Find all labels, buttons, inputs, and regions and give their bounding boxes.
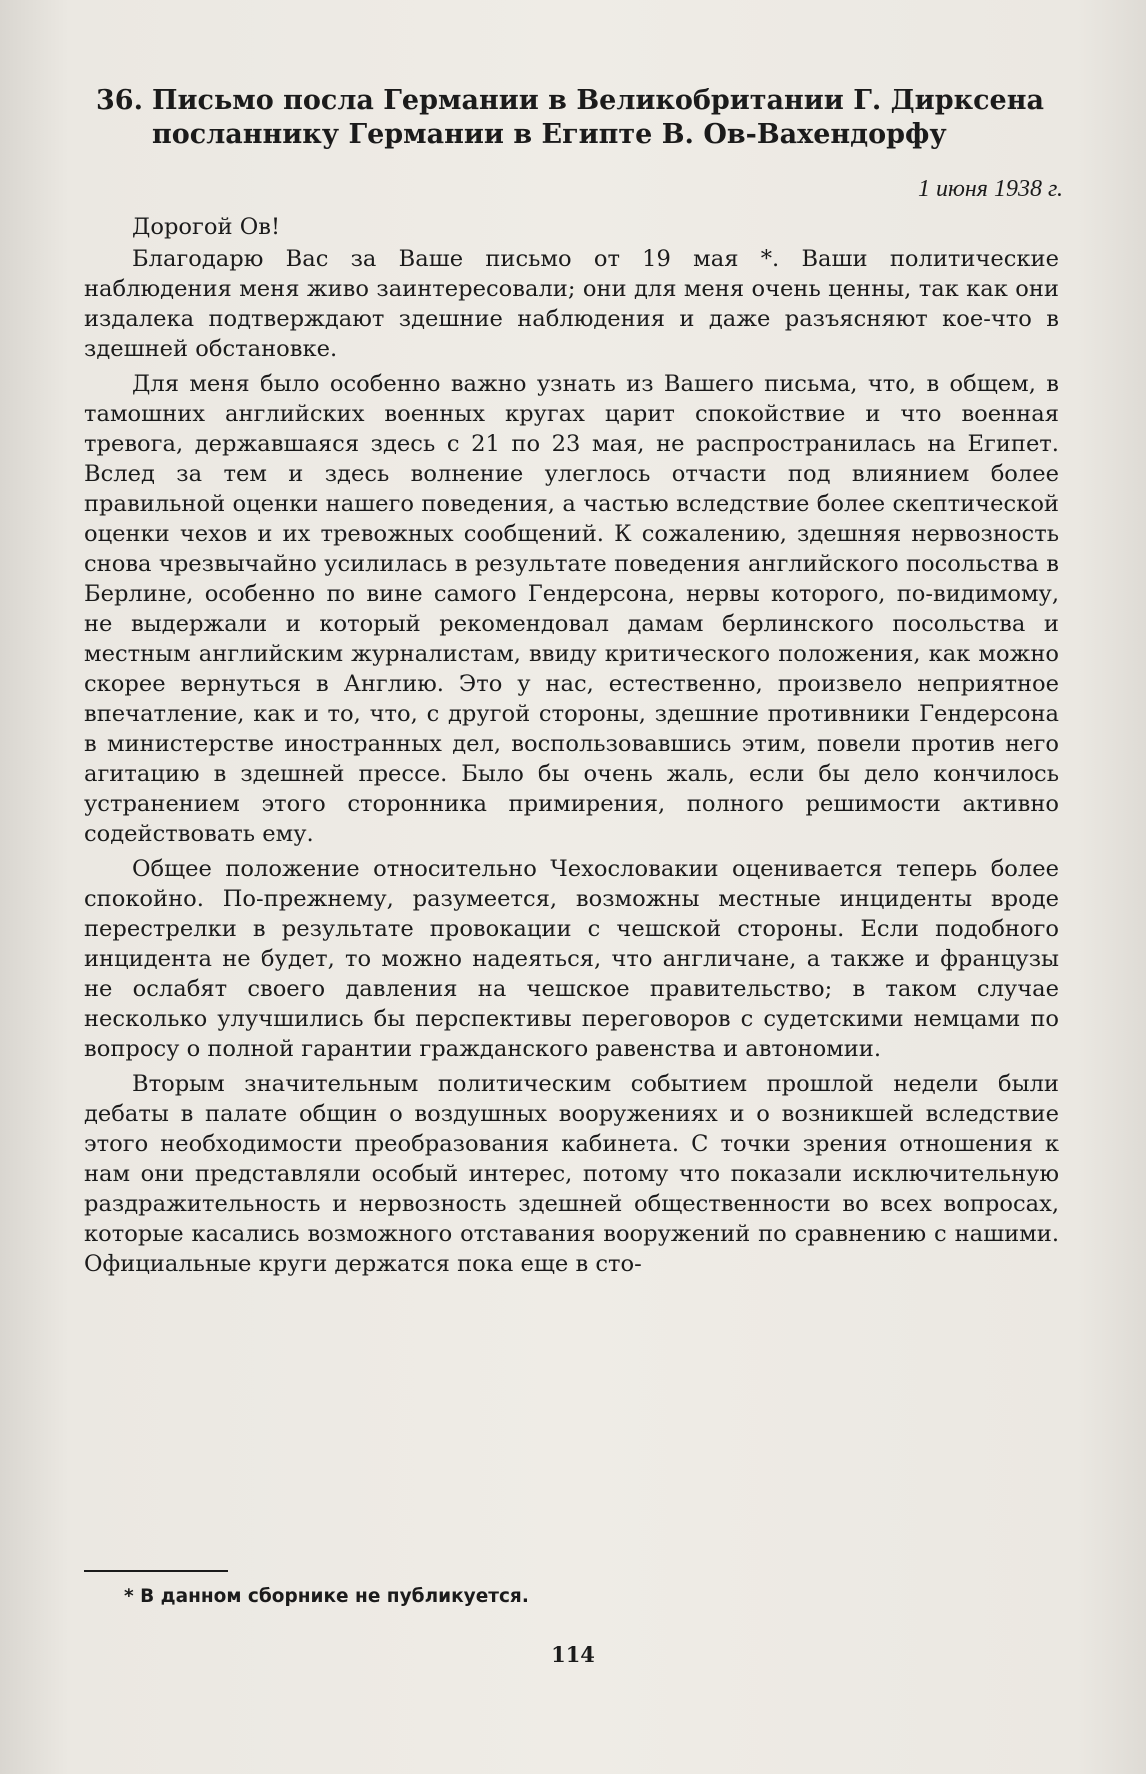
salutation: Дорогой Ов! — [132, 214, 281, 240]
paragraph-1: Благодарю Вас за Ваше письмо от 19 мая *. Ваши политические наблюдения меня живо заинтересовали; они для меня очень ценны, так как они издалека подтверждают здешние наблюдения и даже разъясняют кое-что в здешней обстановке. — [84, 246, 1059, 362]
paragraph-2: Для меня было особенно важно узнать из Вашего письма, что, в общем, в тамошних английских военных кругах царит спокойствие и что военная тревога, державшаяся здесь с 21 по 23 мая, не распространилась на Египет. Вслед за тем и здесь волнение улеглось отчасти под влиянием более правильной оценки нашего поведения, а частью вследствие более скептической оценки чехов и их тревожных сообщений. К сожалению, здешняя нервозность снова чрезвычайно усилилась в результате поведения английского посольства в Берлине, особенно по вине самого Гендерсона, нервы которого, по-видимому, не выдержали и который рекомендовал дамам берлинского посольства и местным английским журналистам, ввиду критического положения, как можно скорее вернуться в Англию. Это у нас, естественно, произвело неприятное впечатление, как и то, что, с другой стороны, здешние противники Гендерсона в министерстве иностранных дел, воспользовавшись этим, повели против него агитацию в здешней прессе. Было бы очень жаль, если бы дело кончилось устранением этого сторонника примирения, полного решимости активно содействовать ему. — [84, 371, 1059, 847]
page-number: 114 — [551, 1642, 595, 1667]
document-title-line-1: Письмо посла Германии в Великобритании Г. Дирксена — [152, 85, 1044, 116]
footnote-divider — [84, 1570, 228, 1572]
footnote: * В данном сборнике не публикуется. — [124, 1586, 529, 1607]
paragraph-3: Общее положение относительно Чехословакии оценивается теперь более спокойно. По-прежнему, разумеется, возможны местные инциденты вроде перестрелки в результате провокации с чешской стороны. Если подобного инцидента не будет, то можно надеяться, что англичане, а также и французы не ослабят своего давления на чешское правительство; в таком случае несколько улучшились бы перспективы переговоров с судетскими немцами по вопросу о полной гарантии гражданского равенства и автономии. — [84, 856, 1059, 1062]
document-header — [96, 84, 1056, 152]
letter-body — [84, 212, 1059, 1279]
document-date: 1 июня 1938 г. — [917, 176, 1063, 202]
paragraph-4: Вторым значительным политическим событием прошлой недели были дебаты в палате общин о воздушных вооружениях и о возникшей вследствие этого необходимости преобразования кабинета. С точки зрения отношения к нам они представляли особый интерес, потому что показали исключительную раздражительность и нервозность здешней общественности во всех вопросах, которые касались возможного отставания вооружений по сравнению с нашими. Официальные круги держатся пока еще в сто- — [84, 1071, 1059, 1277]
document-title-line-2: посланнику Германии в Египте В. Ов-Вахендорфу — [152, 119, 947, 150]
document-title — [96, 85, 1056, 152]
document-number: 36. — [96, 85, 143, 116]
